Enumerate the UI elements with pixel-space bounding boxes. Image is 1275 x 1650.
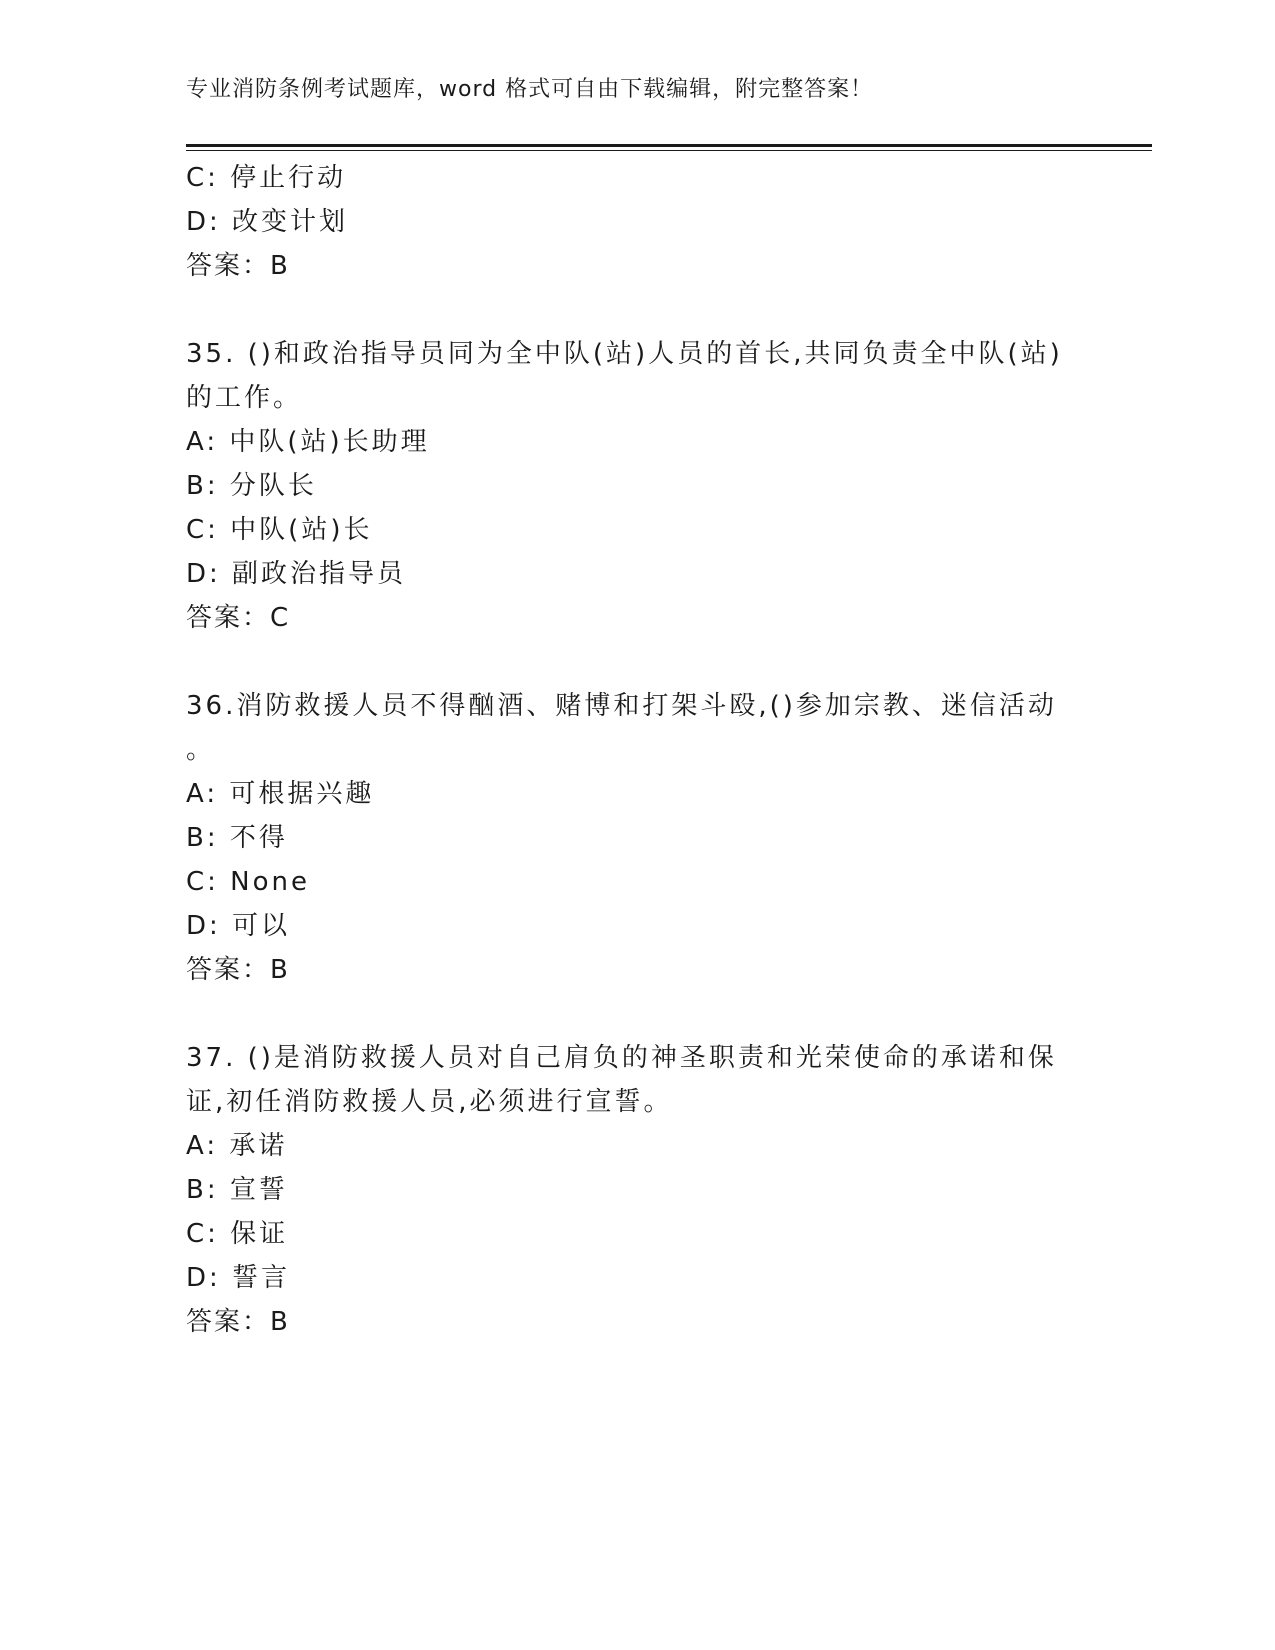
q36-option-a: A: 可根据兴趣: [186, 779, 375, 809]
q34-option-c: C: 停止行动: [186, 163, 347, 193]
q37-answer: 答案：B: [186, 1307, 290, 1337]
q35-answer: 答案：C: [186, 603, 291, 633]
q34-option-d: D: 改变计划: [186, 207, 349, 237]
q35-option-d: D: 副政治指导员: [186, 559, 407, 589]
q36-option-d: D: 可以: [186, 911, 291, 941]
q36-option-b: B: 不得: [186, 823, 288, 853]
q37-option-d: D: 誓言: [186, 1263, 291, 1293]
q37-stem-line1: 37. ()是消防救援人员对自己肩负的神圣职责和光荣使命的承诺和保: [186, 1043, 1057, 1073]
q35-option-c: C: 中队(站)长: [186, 515, 373, 545]
q36-stem-line1: 36.消防救援人员不得酗酒、赌博和打架斗殴,()参加宗教、迷信活动: [186, 691, 1057, 721]
q37-stem-line2: 证,初任消防救援人员,必须进行宣誓。: [186, 1087, 673, 1117]
q37-option-c: C: 保证: [186, 1219, 289, 1249]
header-rule-thick: [186, 144, 1152, 147]
q37-option-a: A: 承诺: [186, 1131, 288, 1161]
page-header: 专业消防条例考试题库，word 格式可自由下载编辑，附完整答案！: [186, 77, 874, 102]
q34-answer: 答案：B: [186, 251, 290, 281]
q35-stem-line2: 的工作。: [186, 383, 303, 413]
q35-stem-line1: 35. ()和政治指导员同为全中队(站)人员的首长,共同负责全中队(站): [186, 339, 1063, 369]
q36-answer: 答案：B: [186, 955, 290, 985]
header-rule-thin: [186, 150, 1152, 151]
q35-option-a: A: 中队(站)长助理: [186, 427, 430, 457]
q36-option-c: C: None: [186, 867, 311, 897]
q36-stem-line2: 。: [186, 735, 216, 765]
q35-option-b: B: 分队长: [186, 471, 317, 501]
q37-option-b: B: 宣誓: [186, 1175, 288, 1205]
